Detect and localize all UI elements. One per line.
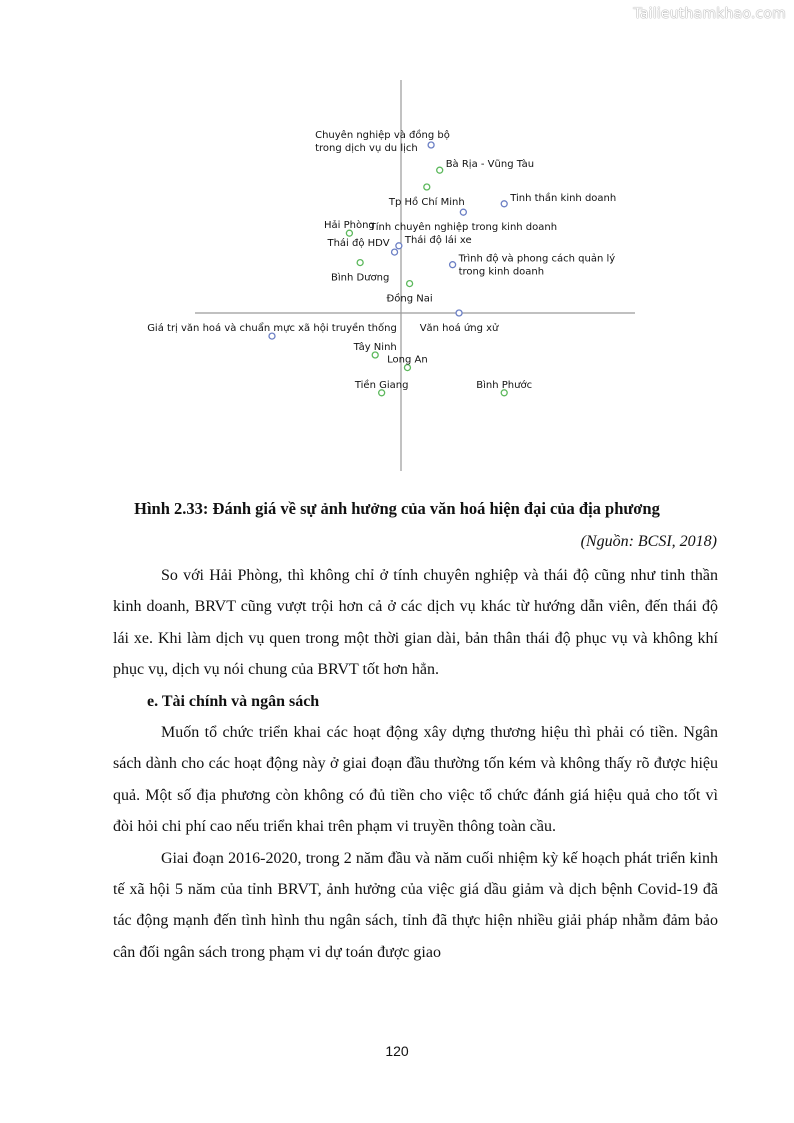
label-trinh-do-va-phong-cach-quan-ly: Trình độ và phong cách quản lý: [458, 253, 616, 265]
label-thai-do-hdv: Thái độ HDV: [327, 238, 390, 250]
label-binh-phuoc: Bình Phước: [476, 379, 533, 391]
section-heading: e. Tài chính và ngân sách: [147, 692, 320, 710]
paragraph-1: So với Hải Phòng, thì không chỉ ở tính chuyên nghiệp và thái độ cũng như tinh thần kinh doanh, BRVT cũng vượt trội hơn cả ở các dịch vụ khác từ hướng dẫn viên, đến thái độ lái xe. Khi làm dịch vụ quen trong một thời gian dài, bản thân thái độ phục vụ và không khí phục vụ, dịch vụ nói chung của BRVT tốt hơn hẳn.: [113, 567, 718, 679]
label-long-an: Long An: [387, 354, 428, 366]
figure-source: (Nguồn: BCSI, 2018): [580, 533, 717, 550]
point-thai-do-hdv: [392, 249, 398, 255]
point-ba-ria-vung-tau: [437, 167, 443, 173]
label-gia-tri-van-hoa-va-chuan-muc-xa-hoi-truyen-thong: Giá trị văn hoá và chuẩn mực xã hội truyền thống: [147, 323, 397, 335]
figure-caption: Hình 2.33: Đánh giá về sự ảnh hưởng của văn hoá hiện đại của địa phương: [134, 499, 660, 518]
point-thai-do-lai-xe: [396, 243, 402, 249]
point-tinh-than-kinh-doanh: [501, 201, 507, 207]
label-binh-duong: Bình Dương: [330, 272, 390, 284]
correspondence-map: [0, 0, 794, 490]
label-tinh-than-kinh-doanh: Tinh thần kinh doanh: [510, 192, 617, 204]
label-dong-nai: Đồng Nai: [386, 293, 433, 305]
label-chuyen-nghiep-va-dong-bo-line2: trong dịch vụ du lịch: [315, 143, 418, 154]
body-text: [113, 560, 718, 968]
label-tp-ho-chi-minh: Tp Hồ Chí Minh: [388, 197, 465, 208]
watermark: Tailieuthamkhao.com: [633, 6, 786, 22]
label-tay-ninh: Tây Ninh: [353, 342, 397, 353]
point-dong-nai: [407, 281, 413, 287]
label-tien-giang: Tiền Giang: [354, 379, 409, 391]
point-tinh-chuyen-nghiep-trong-kinh-doanh: [460, 209, 466, 215]
paragraph-2: Muốn tổ chức triển khai các hoạt động xây dựng thương hiệu thì phải có tiền. Ngân sách dành cho các hoạt động này ở giai đoạn đầu thường tốn kém và không thấy rõ được hiệu quả. Một số địa phương còn không có đủ tiền cho việc tổ chức đánh giá hiệu quả cho tốt vì đòi hỏi chi phí cao nếu triển khai trên phạm vi truyền thông toàn cầu.: [113, 724, 718, 836]
point-tp-ho-chi-minh: [424, 184, 430, 190]
label-chuyen-nghiep-va-dong-bo: Chuyên nghiệp và đồng bộ: [315, 130, 450, 141]
point-chuyen-nghiep-va-dong-bo: [428, 142, 434, 148]
label-ba-ria-vung-tau: Bà Rịa - Vũng Tàu: [445, 159, 535, 171]
label-van-hoa-ung-xu: Văn hoá ứng xử: [419, 323, 499, 334]
page-number: 120: [385, 1043, 409, 1059]
label-thai-do-lai-xe: Thái độ lái xe: [404, 234, 472, 246]
label-trinh-do-va-phong-cach-quan-ly-line2: trong kinh doanh: [458, 266, 545, 278]
label-tinh-chuyen-nghiep-trong-kinh-doanh: Tính chuyên nghiệp trong kinh doanh: [369, 222, 558, 234]
label-hai-phong: Hải Phòng: [324, 220, 375, 232]
point-trinh-do-va-phong-cach-quan-ly: [450, 262, 456, 268]
point-van-hoa-ung-xu: [456, 310, 462, 316]
paragraph-3: Giai đoạn 2016-2020, trong 2 năm đầu và năm cuối nhiệm kỳ kế hoạch phát triển kinh tế xã hội 5 năm của tỉnh BRVT, ảnh hưởng của việc giá dầu giảm và dịch bệnh Covid-19 đã tác động mạnh đến tình hình thu ngân sách, tỉnh đã thực hiện nhiều giải pháp nhằm đảm bảo cân đối ngân sách trong phạm vi dự toán được giao: [113, 849, 718, 961]
point-binh-duong: [357, 260, 363, 266]
